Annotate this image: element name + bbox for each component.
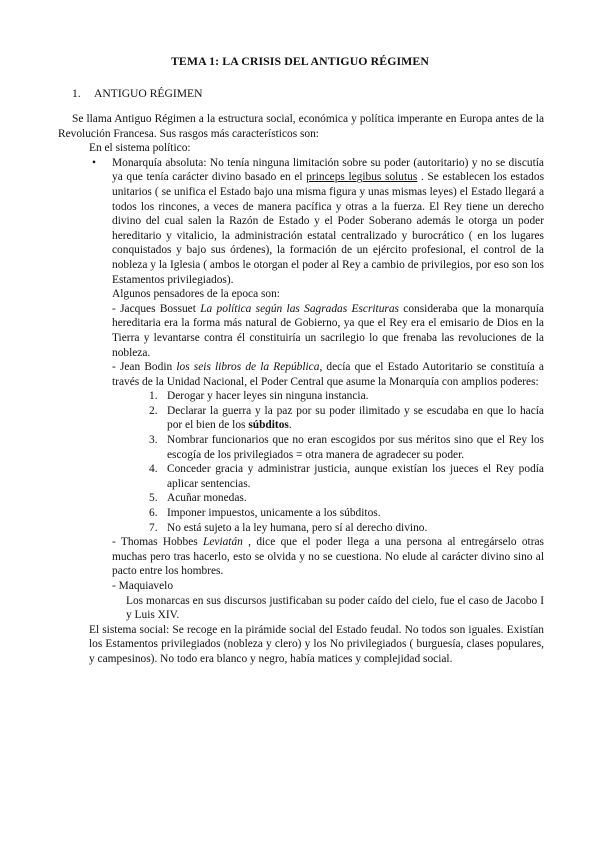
social-system-paragraph: El sistema social: Se recoge en la pirámide social del Estado feudal. No todos son iguales. Existían los Estamentos privilegiados (nobleza y clero) y los No privilegiados ( burguesía, clases populares, y campesinos). No todo era blanco y negro, había matices y complejidad social. (89, 623, 544, 665)
machiavelli-line: - Maquiavelo (112, 580, 174, 592)
bodin-text: , decía que el Estado Autoritario se constituía a través de la Unidad Nacional, el Poder Central que asume la Monarquía con amplios poderes: (112, 361, 544, 388)
bullet-icon: • (92, 156, 96, 169)
list-item: 6. Imponer impuestos, unicamente a los súbditos. (149, 507, 381, 520)
hobbes-paragraph (112, 535, 544, 579)
list-item: 7. No está sujeto a la ley humana, pero sí al derecho divino. (149, 521, 428, 534)
list-item: 5. Acuñar monedas. (149, 492, 247, 505)
political-system-label: En el sistema político: (89, 142, 191, 155)
bodin-work: los seis libros de la República (176, 361, 320, 374)
section-heading (72, 87, 203, 102)
bossuet-name: - Jacques Bossuet (112, 302, 201, 315)
powers-list (58, 389, 544, 535)
hobbes-text: , dice que el poder llega a una persona al entregárselo otras muchas pero tras hacerlo, esto se olvida y no se cuestiona. No elude al carácter divino sino al pacto entre los hombres. (112, 536, 544, 578)
hobbes-work: Leviatán (203, 536, 243, 549)
princeps-term: princeps legibus solutus (306, 171, 418, 184)
bodin-paragraph (112, 360, 544, 389)
bodin-name: - Jean Bodin (112, 361, 177, 374)
list-item: 1. Derogar y hacer leyes sin ninguna instancia. (149, 390, 369, 403)
document-body (58, 112, 544, 667)
hobbes-name: - Thomas Hobbes (112, 536, 203, 549)
bossuet-text: consideraba que la monarquía hereditaria era la forma más natural de Gobierno, ya que el Rey era el emisario de Dios en la Tierra y levantarse contra él constituiría un sacrilegio lo que frenaba las revoluciones de la nobleza. (112, 302, 544, 359)
monarchs-paragraph: Los monarcas en sus discursos justificaban su poder caído del cielo, fue el caso de Jacobo I y Luis XIV. (126, 594, 544, 622)
thinkers-label: Algunos pensadores de la epoca son: (112, 288, 280, 301)
list-item: 3. Nombrar funcionarios que no eran escogidos por sus méritos sino que el Rey los escogía de los privilegiados = otra manera de agradecer su poder. (149, 434, 544, 461)
subditos-bold: súbditos (248, 419, 289, 432)
monarchy-text-start: Monarquía absoluta: No tenía ninguna limitación sobre su poder (autoritario) y no se discutía ya que tenía carácter divino basado en el (112, 156, 544, 184)
page-title: TEMA 1: LA CRISIS DEL ANTIGUO RÉGIMEN (170, 54, 430, 68)
absolute-monarchy-bullet (92, 156, 545, 287)
bossuet-paragraph (112, 302, 544, 360)
section-number: 1. (72, 87, 81, 100)
monarchy-text-end: . Se establecen los estados unitarios ( se unifica el Estado bajo una misma figura y unas mismas leyes) el Estado llegará a todos los rincones, a veces de manera pacífica y otras a la fuerza. El Rey tiene un derecho divino del cual salen la Razón de Estado y el Poder Soberano además le otorga un poder hereditario y vitalicio, la administración estatal centralizado y burocrático ( en los lugares conquistados y bajo sus órdenes), la formación de un ejército profesional, el control de la nobleza y la Iglesia ( ambos le otorgan el poder al Rey a cambio de privilegios, por eso son los Estamentos privilegiados). (112, 171, 545, 286)
intro-paragraph: Se llama Antiguo Régimen a la estructura social, económica y política imperante en Europa antes de la Revolución Francesa. Sus rasgos más característicos son: (58, 113, 544, 140)
section-title: ANTIGUO RÉGIMEN (94, 87, 203, 100)
bossuet-work: La política según las Sagradas Escrituras (200, 302, 399, 315)
list-item: 2. Declarar la guerra y la paz por su poder ilimitado y se escudaba en que lo hacía por el bien de los súbditos. (149, 404, 544, 432)
list-item: 4. Conceder gracia y administrar justicia, aunque existían los jueces el Rey podía aplicar sentencias. (149, 463, 544, 490)
